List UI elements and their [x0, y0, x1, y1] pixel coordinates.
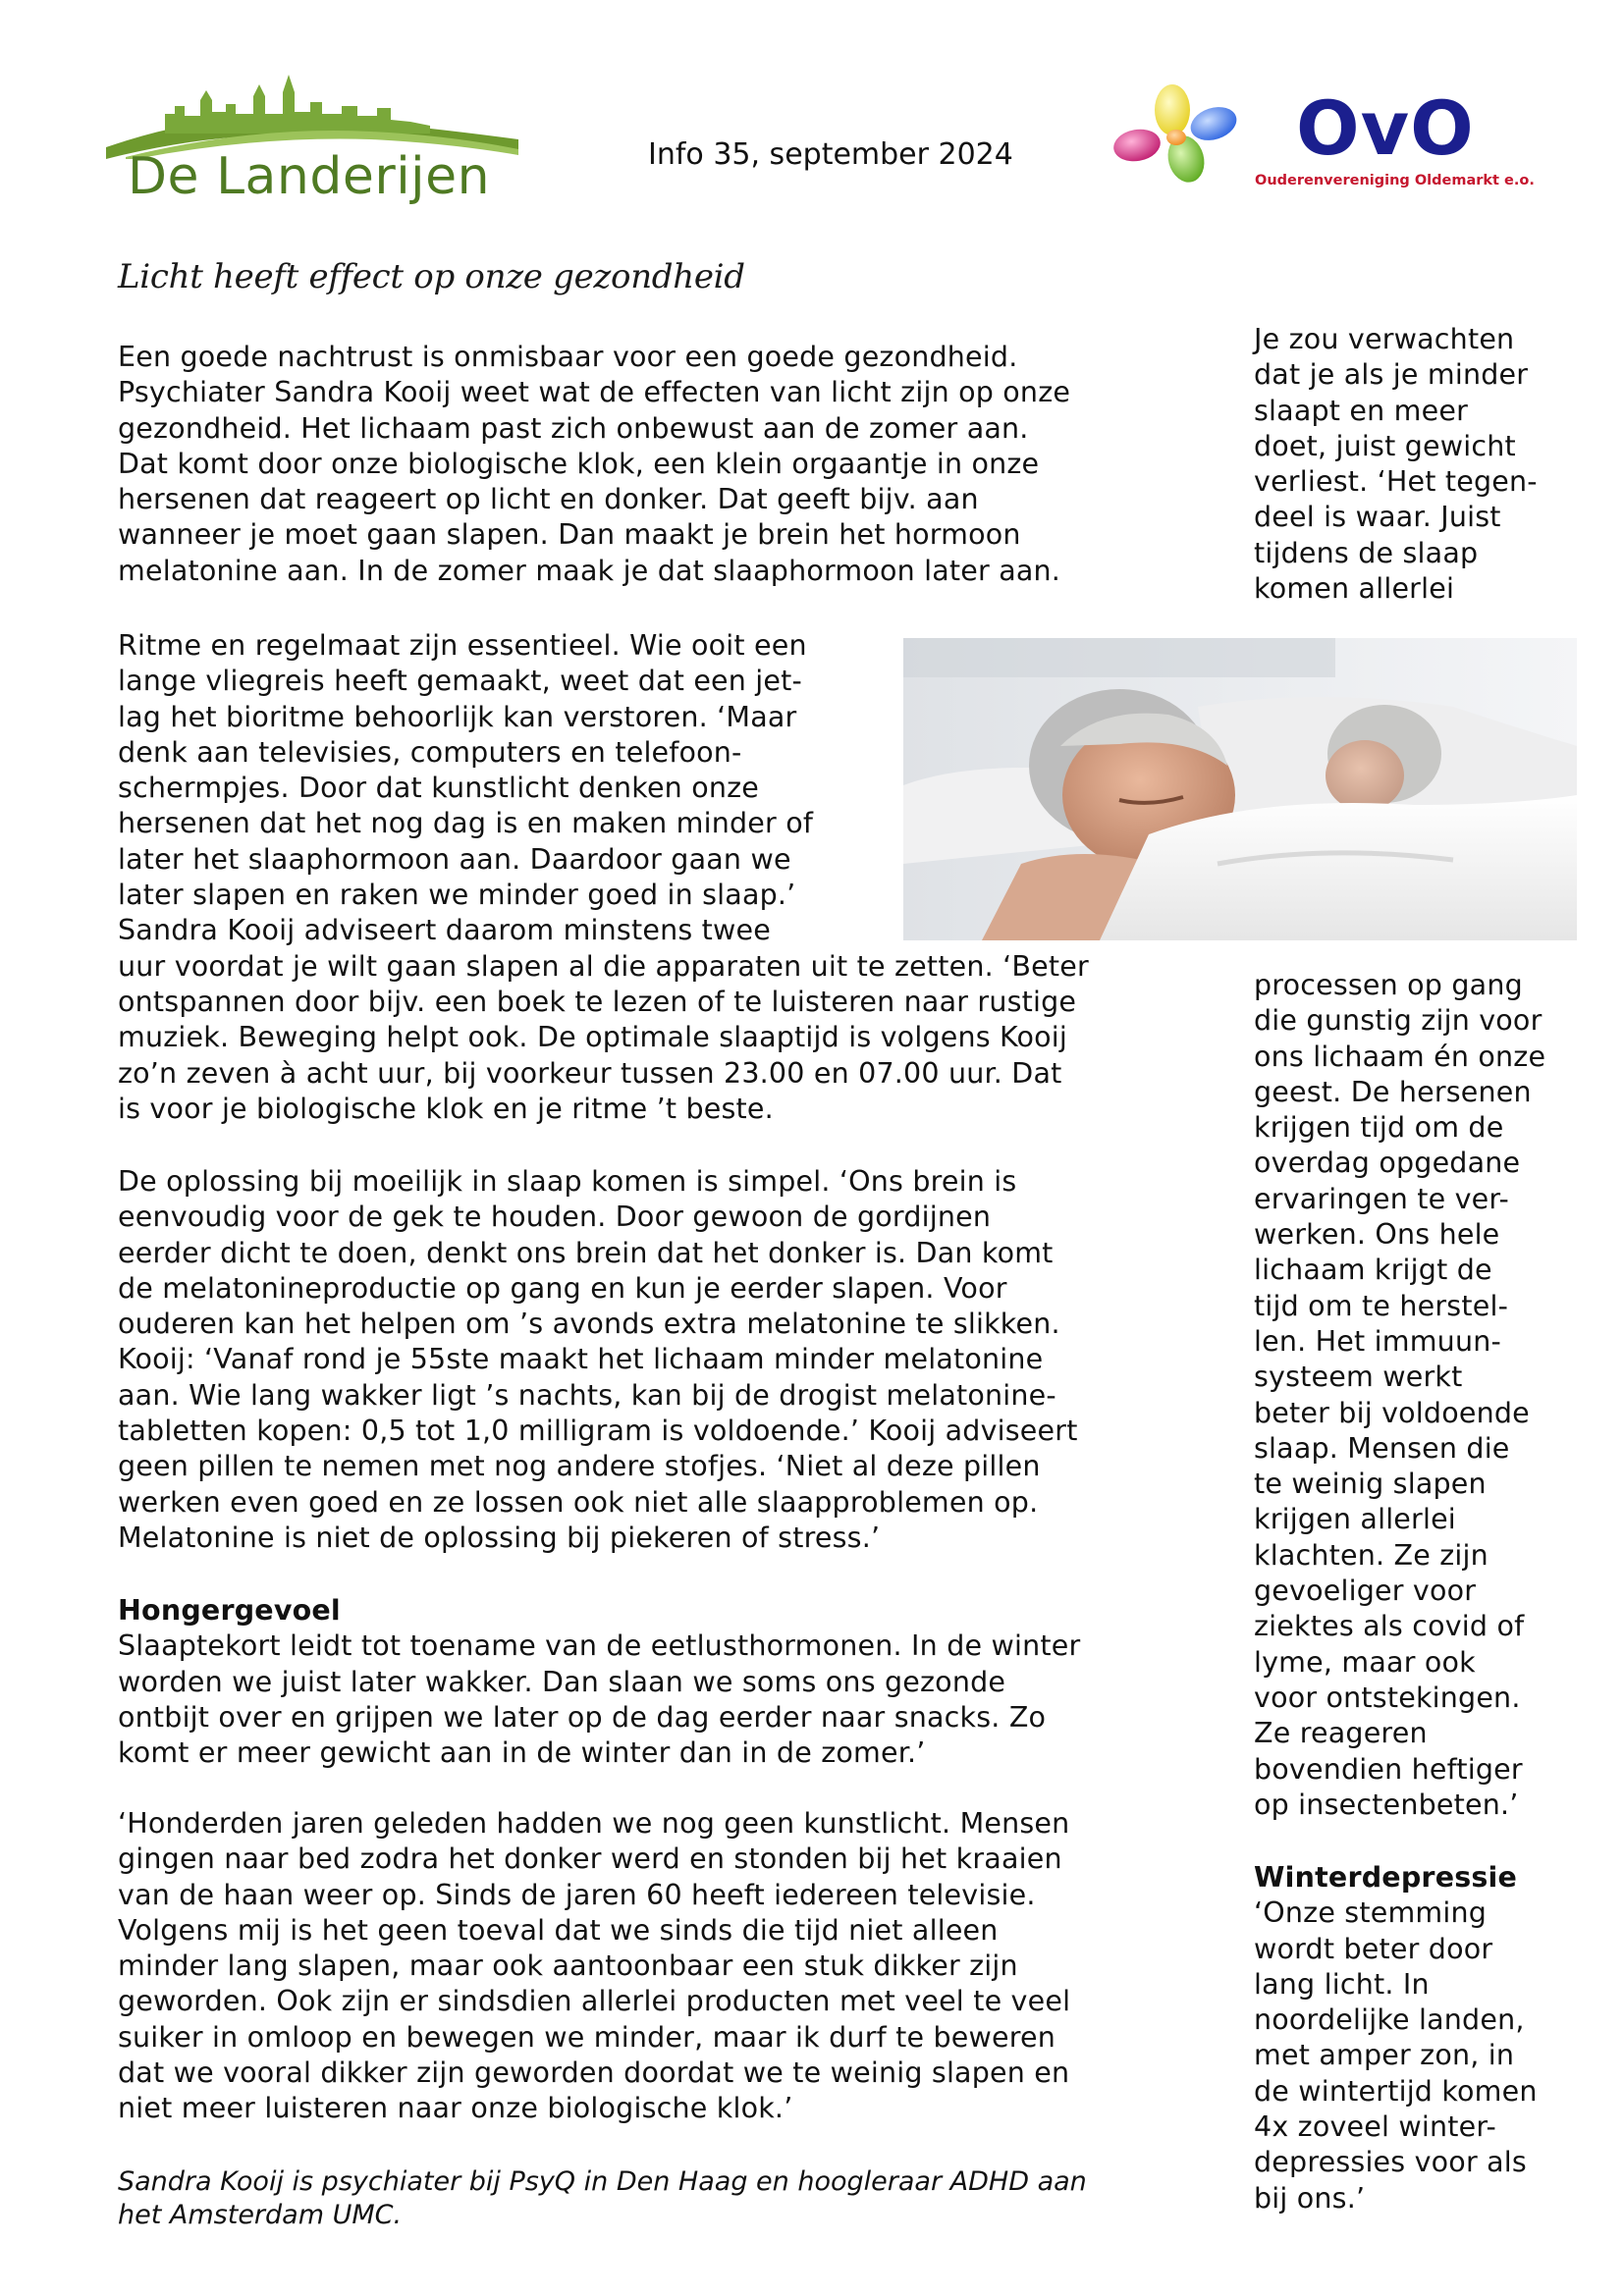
text-line: Melatonine is niet de oplossing bij piekeren of stress.’	[118, 1521, 881, 1554]
text-line: bovendien heftiger	[1254, 1752, 1523, 1786]
text-line: van de haan weer op. Sinds de jaren 60 heeft iedereen televisie.	[118, 1878, 1036, 1911]
text-line: Kooij: ‘Vanaf rond je 55ste maakt het lichaam minder melatonine	[118, 1343, 1044, 1376]
text-line: ontbijt over en grijpen we later op de dag eerder naar snacks. Zo	[118, 1700, 1047, 1734]
text-line: Ritme en regelmaat zijn essentieel. Wie ooit een	[118, 629, 807, 662]
oplossing-paragraph	[118, 1164, 1078, 1556]
text-line: geest. De hersenen	[1254, 1075, 1532, 1108]
text-line: len. Het immuun-	[1254, 1324, 1501, 1358]
text-line: Een goede nachtrust is onmisbaar voor een goede gezondheid.	[118, 341, 1018, 373]
article-title: Licht heeft effect op onze gezondheid	[118, 257, 745, 296]
text-line: denk aan televisies, computers en telefoon-	[118, 735, 742, 769]
text-line: tijdens de slaap	[1254, 536, 1479, 569]
text-line: worden we juist later wakker. Dan slaan we soms ons gezonde	[118, 1665, 1006, 1698]
honderden-paragraph	[118, 1806, 1070, 2127]
text-line: slaapt en meer	[1254, 394, 1469, 427]
text-line: later slapen en raken we minder goed in slaap.’	[118, 879, 796, 912]
text-line: systeem werkt	[1254, 1361, 1463, 1394]
landerijen-wordmark: De Landerijen	[128, 147, 491, 206]
text-line: dat je als je minder	[1254, 358, 1529, 392]
text-line: gezondheid. Het lichaam past zich onbewust aan de zomer aan.	[118, 411, 1029, 445]
ovo-wordmark: OvO	[1296, 84, 1475, 172]
ovo-logo	[1108, 77, 1559, 204]
text-line: niet meer luisteren naar onze biologische klok.’	[118, 2092, 793, 2125]
text-line: het Amsterdam UMC.	[118, 2200, 403, 2230]
text-line: bij ons.’	[1254, 2181, 1366, 2215]
text-line: later het slaaphormoon aan. Daardoor gaan we	[118, 842, 791, 876]
text-line: is voor je biologische klok en je ritme ’t beste.	[118, 1092, 774, 1125]
text-line: eerder dicht te doen, denkt ons brein dat het donker is. Dan komt	[118, 1236, 1054, 1269]
text-line: lag het bioritme behoorlijk kan verstoren. ‘Maar	[118, 700, 797, 733]
text-line: de melatonineproductie op gang en kun je eerder slapen. Voor	[118, 1271, 1007, 1305]
text-line: overdag opgedane	[1254, 1147, 1521, 1180]
text-line: komt er meer gewicht aan in de winter dan in de zomer.’	[118, 1736, 926, 1770]
text-line: Volgens mij is het geen toeval dat we sinds die tijd niet alleen	[118, 1913, 999, 1947]
text-line: werken even goed en ze lossen ook niet alle slaapproblemen op.	[118, 1485, 1039, 1519]
text-line: lichaam krijgt de	[1254, 1254, 1492, 1287]
text-line: ziektes als covid of	[1254, 1610, 1525, 1643]
text-line: noordelijke landen,	[1254, 2003, 1525, 2037]
text-line: ervaringen te ver-	[1254, 1182, 1509, 1215]
text-line: Slaaptekort leidt tot toename van de eetlusthormonen. In de winter	[118, 1629, 1081, 1663]
text-line: klachten. Ze zijn	[1254, 1538, 1489, 1572]
hongergevoel-section	[118, 1593, 1080, 1771]
text-line: Sandra Kooij adviseert daarom minstens twee	[118, 914, 771, 947]
text-line: slaap. Mensen die	[1254, 1431, 1510, 1465]
text-line: op insectenbeten.’	[1254, 1788, 1519, 1821]
text-line: Ze reageren	[1254, 1717, 1428, 1750]
text-line: Sandra Kooij is psychiater bij PsyQ in Den Haag en hoogleraar ADHD aan	[118, 2166, 1087, 2197]
text-line: hersenen dat reageert op licht en donker. Dat geeft bijv. aan	[118, 483, 979, 516]
text-line: depressies voor als	[1254, 2146, 1527, 2179]
winterdepressie-section	[1254, 1860, 1538, 2216]
section-heading: Winterdepressie	[1254, 1861, 1518, 1894]
text-line: melatonine aan. In de zomer maak je dat slaaphormoon later aan.	[118, 554, 1061, 587]
text-line: suiker in omloop en bewegen we minder, maar ik durf te beweren	[118, 2020, 1056, 2054]
text-line: wanneer je moet gaan slapen. Dan maakt je brein het hormoon	[118, 518, 1021, 552]
text-line: doet, juist gewicht	[1254, 429, 1516, 462]
text-line: gevoeliger voor	[1254, 1575, 1477, 1608]
text-line: ontspannen door bijv. een boek te lezen of te luisteren naar rustige	[118, 985, 1077, 1018]
side-column-top	[1254, 322, 1538, 607]
text-line: met amper zon, in	[1254, 2039, 1515, 2072]
text-line: geen pillen te nemen met nog andere stofjes. ‘Niet al deze pillen	[118, 1450, 1041, 1483]
text-line: deel is waar. Juist	[1254, 501, 1501, 534]
text-line: krijgen tijd om de	[1254, 1111, 1504, 1145]
text-line: eenvoudig voor de gek te houden. Door gewoon de gordijnen	[118, 1201, 992, 1234]
text-line: beter bij voldoende	[1254, 1396, 1530, 1429]
author-note	[118, 2165, 1087, 2232]
text-line: de wintertijd komen	[1254, 2074, 1538, 2108]
text-line: Je zou verwachten	[1254, 323, 1515, 355]
ritme-paragraph	[118, 628, 1089, 1127]
side-column-bottom	[1254, 968, 1545, 1823]
text-line: die gunstig zijn voor	[1254, 1004, 1543, 1038]
text-line: Dat komt door onze biologische klok, een klein orgaantje in onze	[118, 447, 1040, 480]
text-line: te weinig slapen	[1254, 1468, 1487, 1501]
text-line: lange vliegreis heeft gemaakt, weet dat een jet-	[118, 665, 803, 698]
text-line: werken. Ons hele	[1254, 1218, 1500, 1252]
issue-info: Info 35, september 2024	[648, 137, 1013, 172]
text-line: voor ontstekingen.	[1254, 1681, 1521, 1714]
text-line: ouderen kan het helpen om ’s avonds extra melatonine te slikken.	[118, 1308, 1060, 1341]
text-line: tabletten kopen: 0,5 tot 1,0 milligram is voldoende.’ Kooij adviseert	[118, 1415, 1078, 1448]
text-line: schermpjes. Door dat kunstlicht denken onze	[118, 772, 759, 805]
text-line: minder lang slapen, maar ook aantoonbaar een stuk dikker zijn	[118, 1949, 1018, 1983]
text-line: hersenen dat het nog dag is en maken minder of	[118, 807, 814, 840]
text-line: verliest. ‘Het tegen-	[1254, 465, 1538, 499]
section-heading: Hongergevoel	[118, 1594, 341, 1627]
text-line: wordt beter door	[1254, 1932, 1493, 1965]
intro-paragraph	[118, 340, 1070, 589]
text-line: gingen naar bed zodra het donker werd en stonden bij het kraaien	[118, 1842, 1062, 1876]
text-line: aan. Wie lang wakker ligt ’s nachts, kan bij de drogist melatonine-	[118, 1378, 1056, 1412]
text-line: muziek. Beweging helpt ook. De optimale slaaptijd is volgens Kooij	[118, 1021, 1068, 1054]
text-line: ‘Onze stemming	[1254, 1896, 1488, 1930]
text-line: zo’n zeven à acht uur, bij voorkeur tussen 23.00 en 07.00 uur. Dat	[118, 1056, 1062, 1090]
colorful-petals-icon	[1108, 77, 1255, 204]
village-skyline-icon	[106, 71, 518, 159]
text-line: komen allerlei	[1254, 572, 1455, 606]
text-line: krijgen allerlei	[1254, 1503, 1456, 1536]
de-landerijen-logo	[106, 71, 518, 218]
text-line: ons lichaam én onze	[1254, 1040, 1546, 1073]
text-line: tijd om te herstel-	[1254, 1289, 1509, 1322]
text-line: dat we vooral dikker zijn geworden doordat we te weinig slapen en	[118, 2056, 1070, 2090]
text-line: 4x zoveel winter-	[1254, 2110, 1496, 2144]
text-line: uur voordat je wilt gaan slapen al die apparaten uit te zetten. ‘Beter	[118, 949, 1089, 983]
text-line: ‘Honderden jaren geleden hadden we nog geen kunstlicht. Mensen	[118, 1807, 1070, 1840]
text-line: De oplossing bij moeilijk in slaap komen is simpel. ‘Ons brein is	[118, 1165, 1017, 1198]
text-line: processen op gang	[1254, 969, 1523, 1001]
text-line: lyme, maar ook	[1254, 1645, 1476, 1679]
text-line: Psychiater Sandra Kooij weet wat de effecten van licht zijn op onze	[118, 376, 1071, 409]
text-line: geworden. Ook zijn er sindsdien allerlei producten met veel te veel	[118, 1985, 1071, 2018]
text-line: lang licht. In	[1254, 1967, 1430, 2001]
ovo-subtitle: Ouderenvereniging Oldemarkt e.o.	[1255, 173, 1535, 188]
